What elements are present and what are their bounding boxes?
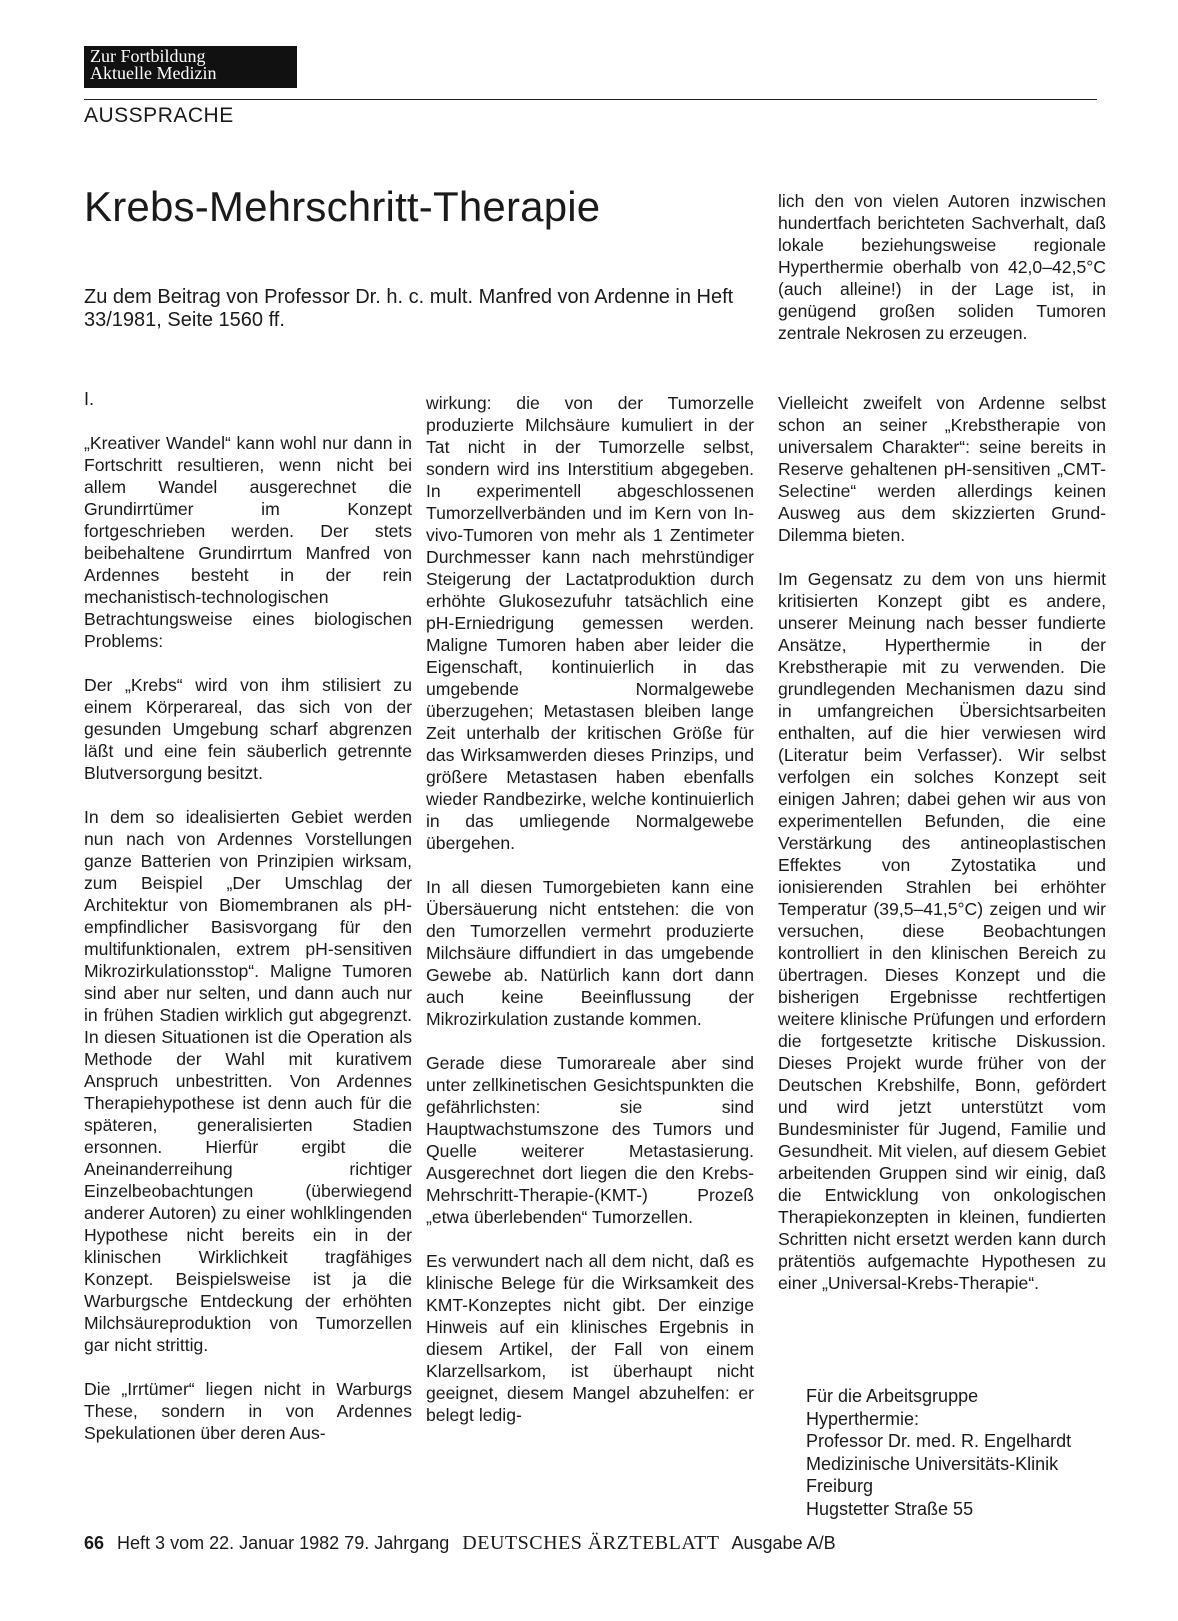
signature-line: Medizinische Universitäts-Klinik (806, 1453, 1059, 1474)
paragraph: Es verwundert nach all dem nicht, daß es klinische Belege für die Wirksamkeit des KMT-Konzeptes nicht gibt. Der einzige Hinweis auf ein klinisches Ergebnis in diesem Artikel, der Fall von einem Klarzellsarkom, ist überhaupt nicht geeignet, diesem Mangel abzuhelfen: er belegt ledig- (426, 1251, 754, 1425)
paragraph: wirkung: die von der Tumorzelle produzierte Milchsäure kumuliert in der Tat nicht in der Tumorzelle selbst, sondern wird ins Interstitium abgegeben. In experimentell abgeschlossenen Tumorzellverbänden und im Kern von In-vivo-Tumoren von mehr als 1 Zentimeter Durchmesser kann nach mehrstündiger Steigerung der Lactatproduktion durch erhöhte Glukosezufuhr tatsächlich eine pH-Erniedrigung gemessen werden. Maligne Tumoren haben aber leider die Eigenschaft, kontinuierlich in das umgebende Normalgewebe überzugehen; Metastasen bleiben lange Zeit unterhalb der kritischen Größe für das Wirksamwerden dieses Prinzips, und größere Metastasen haben ebenfalls wieder Randbezirke, welche kontinuierlich in das umliegende Normalgewebe übergehen. (426, 393, 754, 853)
issue-info: Heft 3 vom 22. Januar 1982 79. Jahrgang (117, 1533, 450, 1553)
column-3 (778, 392, 1106, 1294)
paragraph: Im Gegensatz zu dem von uns hiermit kritisierten Konzept gibt es andere, unserer Meinung nach besser fundierte Ansätze, Hyperthermie in der Krebstherapie mit zu verwenden. Die grundlegenden Mechanismen dazu sind in umfangreichen Übersichtsarbeiten enthalten, auf die hier verwiesen wird (Literatur beim Verfasser). Wir selbst verfolgen ein solches Konzept seit einigen Jahren; dabei gehen wir aus von experimentellen Befunden, die eine Verstärkung des antineoplastischen Effektes von Zytostatika und ionisierenden Strahlen bei erhöhter Temperatur (39,5–41,5°C) zeigen und wir versuchen, diese Beobachtungen kontrolliert in den klinischen Bereich zu übertragen. Dieses Konzept und die bisherigen Ergebnisse rechtfertigen weitere klinische Prüfungen und erfordern die fortgesetzte kritische Diskussion. Dieses Projekt wurde früher von der Deutschen Krebshilfe, Bonn, gefördert und wird jetzt unterstützt vom Bundesminister für Jugend, Familie und Gesundheit. Mit vielen, auf diesem Gebiet arbeitenden Gruppen sind wir einig, daß die Entwicklung von onkologischen Therapiekonzepten in kleinen, fundierten Schritten nicht ersetzt werden kann durch prätentiös aufgemachte Hypothesen zu einer „Universal-Krebs-Therapie“. (778, 569, 1106, 1293)
badge-line-2: Aktuelle Medizin (90, 63, 217, 83)
paragraph: Gerade diese Tumorareale aber sind unter zellkinetischen Gesichtspunkten die gefährlichsten: sie sind Hauptwachstumszone des Tumors und Quelle weiterer Metastasierung. Ausgerechnet dort liegen die den Krebs-Mehrschritt-Therapie-(KMT-) Prozeß „etwa überlebenden“ Tumorzellen. (426, 1053, 754, 1227)
signature-line: Freiburg (806, 1476, 874, 1496)
section-label: AUSSPRACHE (84, 104, 234, 127)
paragraph: In dem so idealisierten Gebiet werden nun nach von Ardennes Vorstellungen ganze Batterien von Prinzipien wirksam, zum Beispiel „Der Umschlag der Architektur von Biomembranen als pH-empfindlicher Basisvorgang für den multifunktionalen, extrem pH-sensitiven Mikrozirkulationsstop“. Maligne Tumoren sind aber nur selten, und dann auch nur in frühen Stadien wirklich gut abgegrenzt. In diesen Situationen ist die Operation als Methode der Wahl mit kurativem Anspruch unbestritten. Von Ardennes Therapiehypothese ist denn auch für die späteren, generalisierten Stadien ersonnen. Hierfür ergibt die Aneinanderreihung richtiger Einzelbeobachtungen (überwiegend anderer Autoren) zu einer wohlklingenden Hypothese nicht bereits ein in der klinischen Wirklichkeit tragfähiges Konzept. Beispielsweise ist ja die Warburgsche Entdeckung der erhöhten Milchsäureproduktion von Tumorzellen gar nicht strittig. (84, 807, 412, 1355)
page-footer (84, 1532, 836, 1555)
signature-block (806, 1385, 1071, 1520)
signature-line: Für die Arbeitsgruppe (806, 1386, 979, 1406)
paragraph: Die „Irrtümer“ liegen nicht in Warburgs These, sondern in von Ardennes Spekulationen über deren Aus- (84, 1379, 412, 1443)
column-1 (84, 388, 412, 1444)
header-rule (84, 99, 1097, 100)
edition: Ausgabe A/B (731, 1533, 836, 1553)
paragraph: Der „Krebs“ wird von ihm stilisiert zu einem Körperareal, das sich von der gesunden Umgebung scharf abgrenzen läßt und eine fein säuberlich getrennte Blutversorgung besitzt. (84, 675, 412, 783)
paragraph: Vielleicht zweifelt von Ardenne selbst schon an seiner „Krebstherapie von universalem Charakter“: seine bereits in Reserve gehaltenen pH-sensitiven „CMT-Selectine“ werden allerdings keinen Ausweg aus dem skizzierten Grund-Dilemma bieten. (778, 393, 1106, 545)
section-number: I. (84, 389, 95, 409)
paragraph: In all diesen Tumorgebieten kann eine Übersäuerung nicht entstehen: die von den Tumorzellen vermehrt produzierte Milchsäure diffundiert in das umgebende Gewebe ab. Natürlich kann dort dann auch keine Beeinflussung der Mikrozirkulation zustande kommen. (426, 877, 754, 1029)
article-title: Krebs-Mehrschritt-Therapie (84, 183, 601, 230)
page-number: 66 (84, 1533, 105, 1553)
column-3-top (778, 190, 1106, 344)
badge-line-1: Zur Fortbildung (90, 46, 206, 66)
column-2 (426, 392, 754, 1426)
paragraph: lich den von vielen Autoren inzwischen hundertfach berichteten Sachverhalt, daß lokale beziehungsweise regionale Hyperthermie oberhalb von 42,0–42,5°C (auch alleine!) in der Lage ist, in genügend großen soliden Tumoren zentrale Nekrosen zu erzeugen. (778, 191, 1106, 343)
paragraph: „Kreativer Wandel“ kann wohl nur dann in Fortschritt resultieren, wenn nicht bei allem Wandel ausgerechnet die Grundirrtümer im Konzept fortgeschrieben werden. Der stets beibehaltene Grundirrtum Manfred von Ardennes besteht in der rein mechanistisch-technologischen Betrachtungsweise eines biologischen Problems: (84, 433, 412, 651)
section-badge (84, 46, 297, 88)
signature-line: Professor Dr. med. R. Engelhardt (806, 1431, 1072, 1451)
article-subtitle: Zu dem Beitrag von Professor Dr. h. c. mult. Manfred von Ardenne in Heft 33/1981, Seite 1560 ff. (84, 286, 734, 331)
signature-line: Hugstetter Straße 55 (806, 1498, 974, 1519)
journal-name: DEUTSCHES ÄRZTEBLATT (462, 1532, 720, 1554)
signature-line: Hyperthermie: (806, 1408, 920, 1429)
